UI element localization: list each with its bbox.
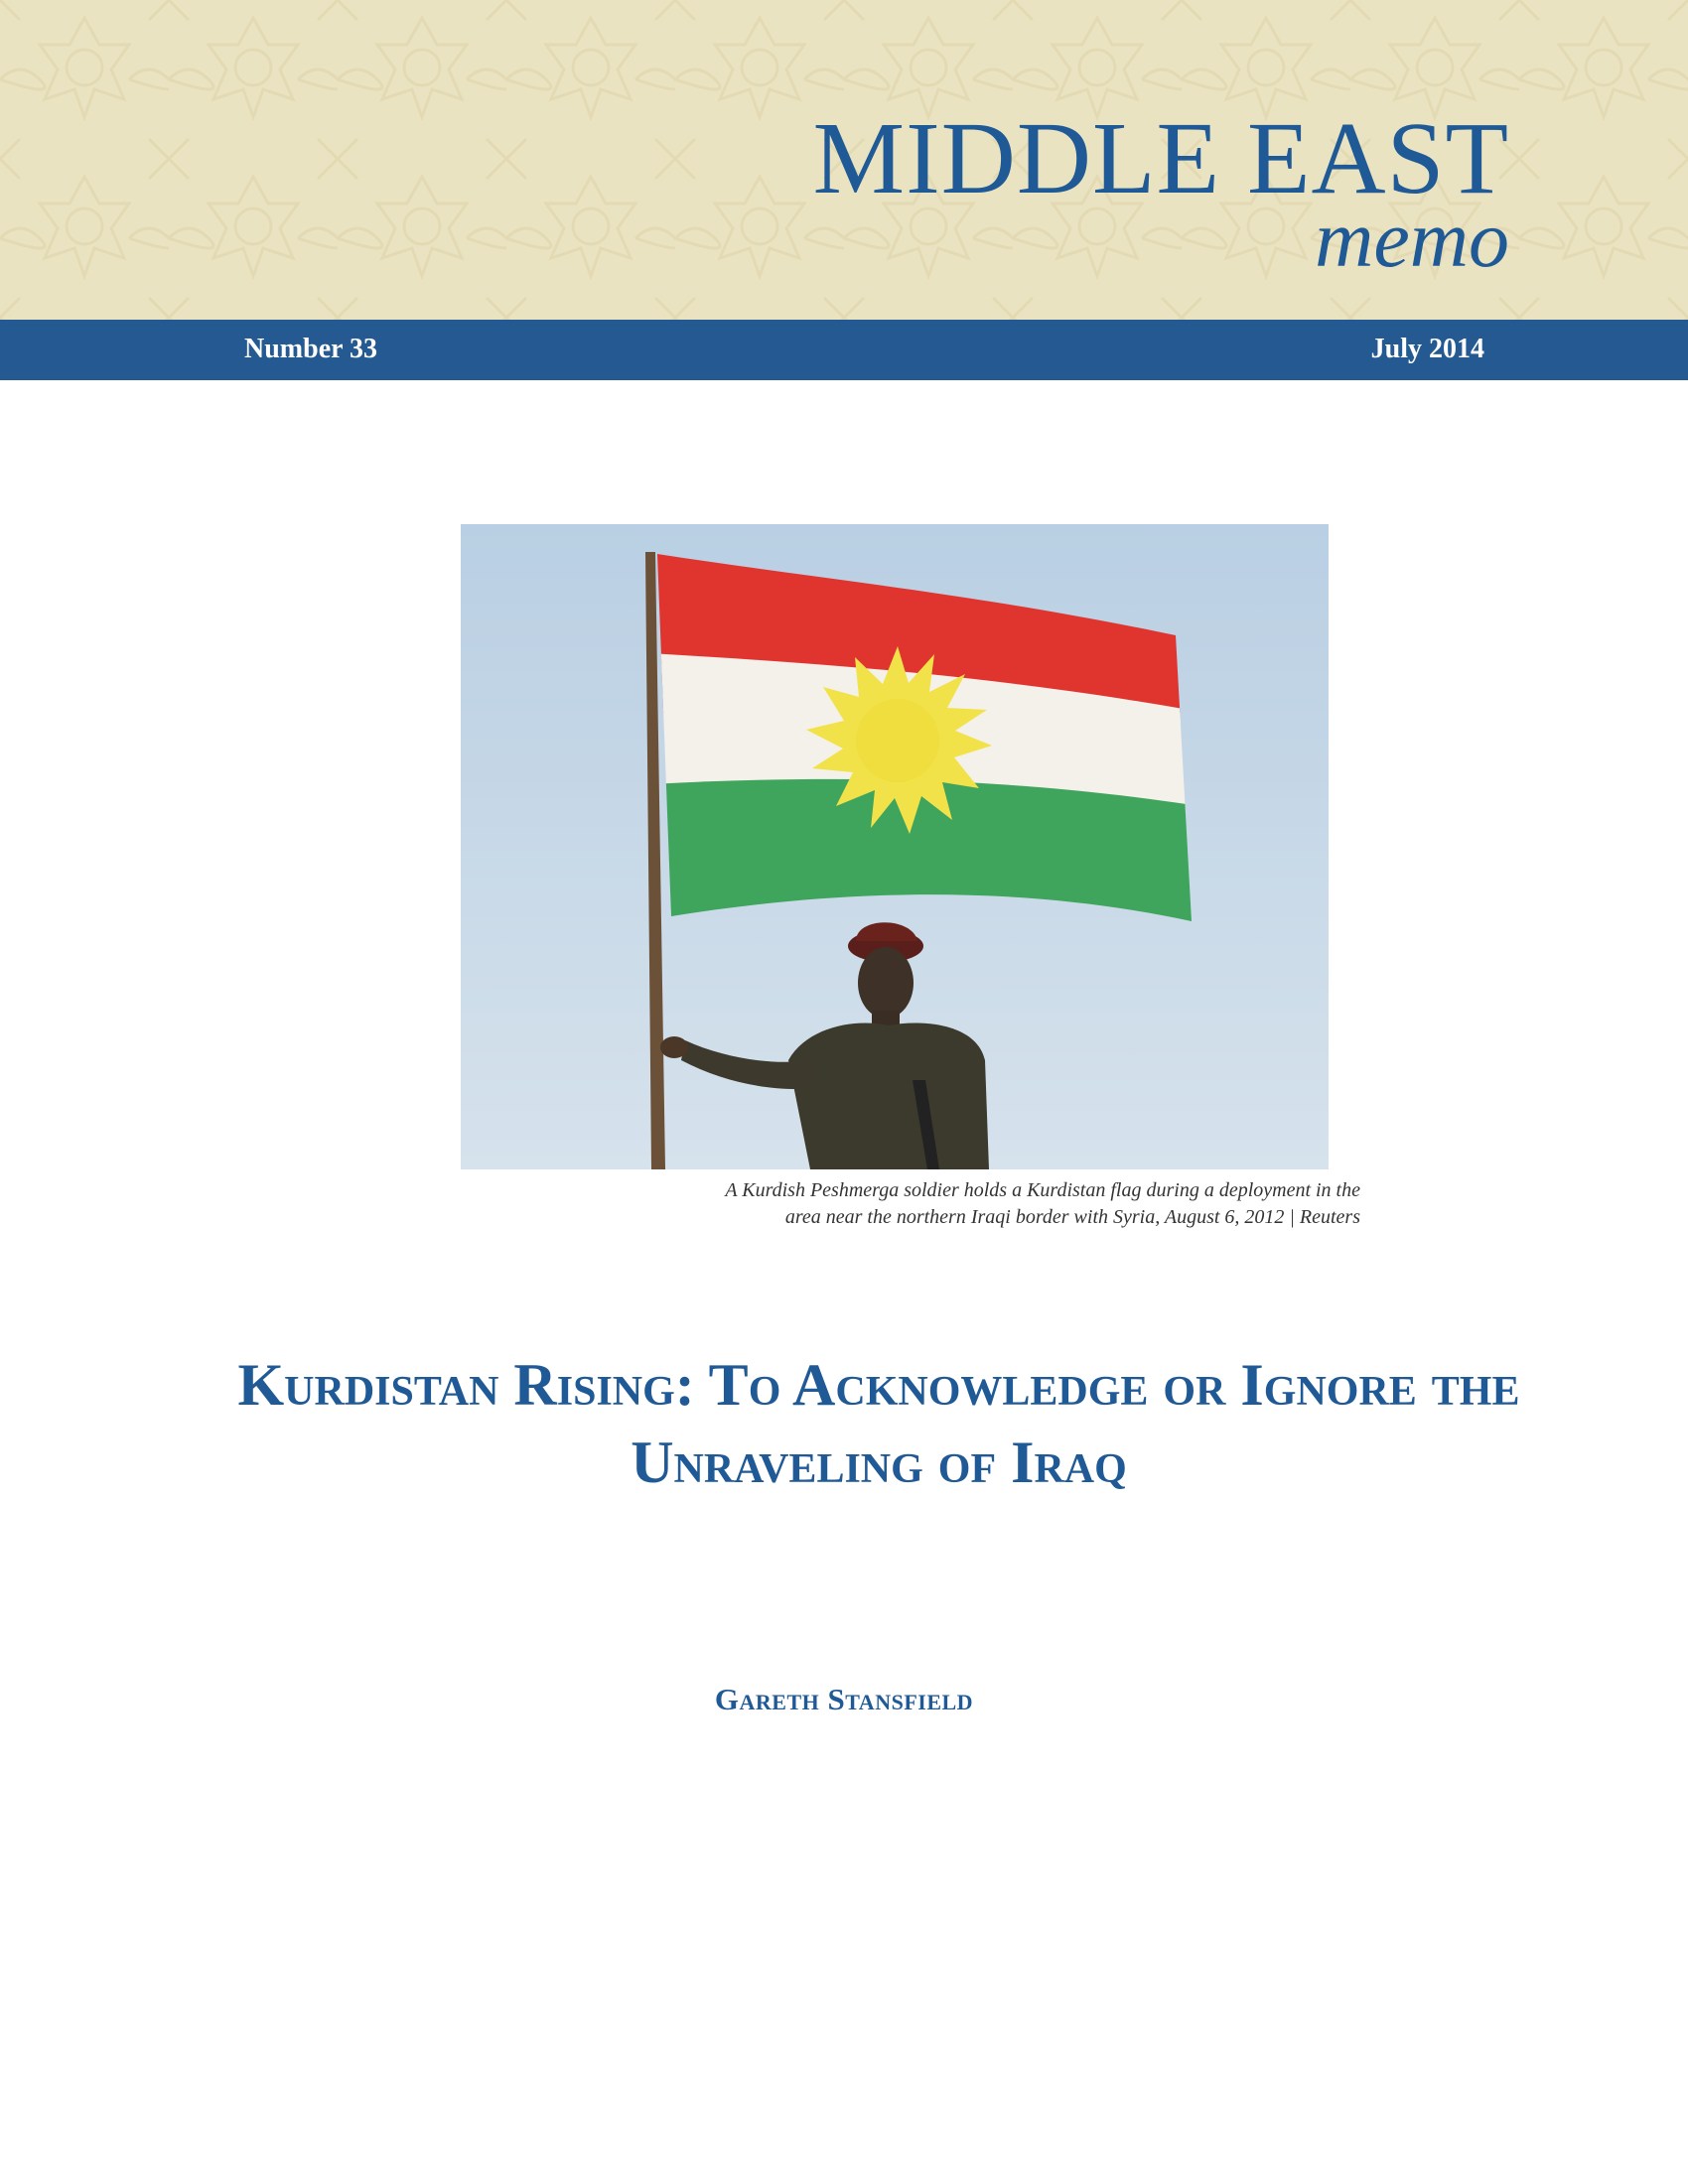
caption-line: area near the northern Iraqi border with Syria, August 6, 2012 | Reuters — [784, 1206, 1360, 1228]
publication-subtitle: memo — [1315, 194, 1509, 284]
masthead-banner — [0, 0, 1688, 320]
article-title — [99, 1346, 1658, 1501]
issue-number: Number 33 — [244, 334, 378, 364]
article-title-line: Unraveling of Iraq — [631, 1430, 1127, 1495]
cover-photo — [461, 524, 1329, 1169]
flag-soldier-illustration — [461, 524, 1329, 1169]
issue-info-bar — [0, 320, 1688, 380]
article-title-line: Kurdistan Rising: To Acknowledge or Ignore the — [237, 1352, 1520, 1418]
publication-title: MIDDLE EAST — [812, 101, 1509, 215]
issue-date: July 2014 — [1370, 334, 1484, 364]
caption-line: A Kurdish Peshmerga soldier holds a Kurdistan flag during a deployment in the — [725, 1179, 1360, 1201]
author-name: Gareth Stansfield — [714, 1682, 974, 1716]
photo-caption — [606, 1177, 1360, 1231]
